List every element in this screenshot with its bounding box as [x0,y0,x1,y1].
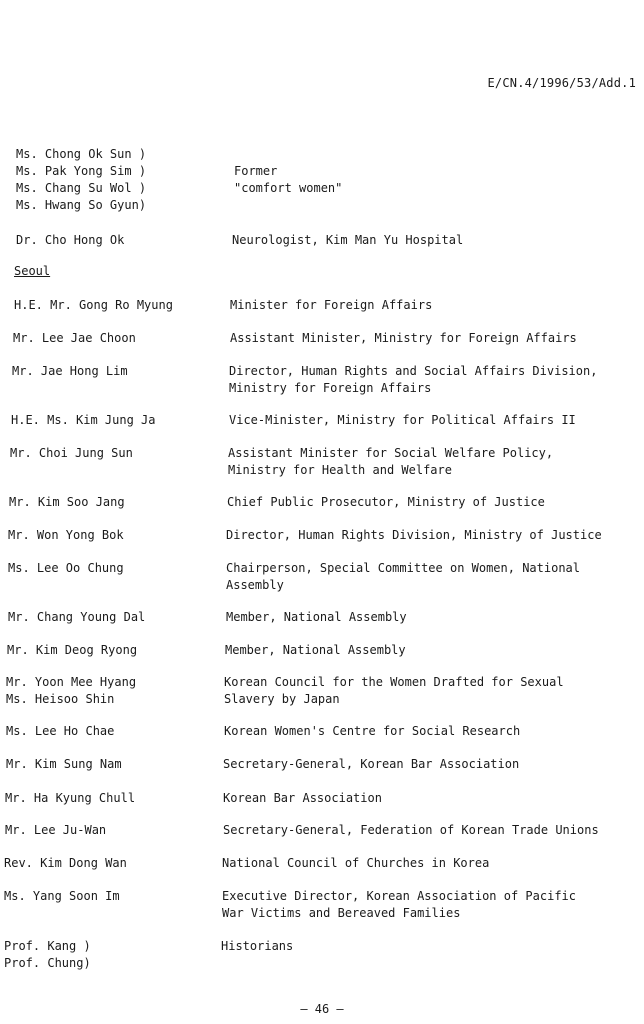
participant-names [6,674,136,708]
participant-description [226,560,580,594]
description-line [234,146,342,163]
description-line: Vice-Minister, Ministry for Political Affairs II [229,413,576,427]
description-line: Member, National Assembly [226,610,407,624]
document-symbol: E/CN.4/1996/53/Add.1 [487,76,636,90]
participant-name: Mr. Won Yong Bok [8,528,124,542]
participant-description [224,723,520,740]
participant-names [4,855,127,872]
participant-name: Ms. Chang Su Wol ) [16,181,147,195]
participant-description [229,412,576,429]
description-line: Minister for Foreign Affairs [230,298,433,312]
participant-description [223,790,382,807]
participant-description [223,756,519,773]
participant-description [223,822,599,839]
participant-name: Mr. Jae Hong Lim [12,364,128,378]
description-line: War Victims and Bereaved Families [222,906,461,920]
participant-names [5,822,106,839]
participant-names [12,363,128,380]
description-line: Director, Human Rights Division, Ministry of Justice [226,528,602,542]
participant-description [230,297,432,314]
participant-name: H.E. Ms. Kim Jung Ja [11,413,156,427]
description-line: Korean Women's Centre for Social Research [224,724,521,738]
description-line: Chief Public Prosecutor, Ministry of Justice [227,495,545,509]
participant-names [6,723,114,740]
description-line: Slavery by Japan [224,692,340,706]
description-line: Director, Human Rights and Social Affairs Division, [229,364,598,378]
description-line: Chairperson, Special Committee on Women, National [226,561,581,575]
participant-names [7,642,137,659]
participant-name: Dr. Cho Hong Ok [16,233,125,247]
participant-description [228,445,553,479]
participant-name: Mr. Choi Jung Sun [10,446,133,460]
participant-name: H.E. Mr. Gong Ro Myung [14,298,173,312]
description-line: Assembly [226,578,284,592]
participant-description [227,494,545,511]
description-line: National Council of Churches in Korea [222,856,490,870]
participant-description [226,609,407,626]
participant-name: Ms. Pak Yong Sim ) [16,164,147,178]
participant-name: Mr. Kim Deog Ryong [7,643,138,657]
participant-name: Prof. Chung) [4,956,91,970]
participant-name: Ms. Lee Ho Chae [6,724,115,738]
description-line: Neurologist, Kim Man Yu Hospital [232,233,464,247]
participant-description [224,674,564,708]
participant-description [222,888,576,922]
participant-names [11,412,156,429]
participant-names [5,790,135,807]
participant-name: Mr. Yoon Mee Hyang [6,675,137,689]
participant-names [6,756,122,773]
participant-names [9,494,125,511]
participant-description [230,330,577,347]
participant-names [8,527,124,544]
participant-description [221,938,293,955]
participant-description [226,527,602,544]
participant-description [232,232,463,249]
participant-description [225,642,406,659]
participant-name: Mr. Lee Ju-Wan [5,823,107,837]
participant-names [10,445,133,462]
description-line: Historians [221,939,294,953]
description-line: Former [234,164,278,178]
participant-names [8,560,124,577]
description-line: Korean Council for the Women Drafted for Sexual [224,675,564,689]
participant-name: Ms. Hwang So Gyun) [16,198,147,212]
participant-name: Mr. Chang Young Dal [8,610,146,624]
description-line: Assistant Minister for Social Welfare Policy, [228,446,554,460]
participant-name: Ms. Yang Soon Im [4,889,120,903]
participant-names [14,297,173,314]
section-heading-seoul: Seoul [14,264,51,278]
participant-name: Mr. Ha Kyung Chull [5,791,136,805]
description-line: Ministry for Health and Welfare [228,463,452,477]
participant-name: Mr. Kim Soo Jang [9,495,125,509]
participant-description [234,146,342,197]
participant-names [8,609,145,626]
participant-name: Rev. Kim Dong Wan [4,856,127,870]
participant-name: Mr. Kim Sung Nam [6,757,122,771]
participant-names [13,330,136,347]
description-line: Ministry for Foreign Affairs [229,381,432,395]
participant-names [4,938,91,972]
description-line: Secretary-General, Federation of Korean Trade Unions [223,823,599,837]
participant-names [16,232,124,249]
participant-name: Ms. Heisoo Shin [6,692,115,706]
participant-description [229,363,597,397]
participant-names [16,146,146,214]
participant-names [4,888,120,905]
description-line: Secretary-General, Korean Bar Association [223,757,520,771]
participant-name: Prof. Kang ) [4,939,91,953]
description-line: "comfort women" [234,181,343,195]
participant-name: Mr. Lee Jae Choon [13,331,136,345]
participant-description [222,855,489,872]
description-line: Executive Director, Korean Association of Pacific [222,889,577,903]
page-number: — 46 — [300,1002,344,1016]
description-line: Korean Bar Association [223,791,382,805]
participant-name: Ms. Chong Ok Sun ) [16,147,147,161]
description-line: Member, National Assembly [225,643,406,657]
participant-name: Ms. Lee Oo Chung [8,561,124,575]
description-line: Assistant Minister, Ministry for Foreign Affairs [230,331,577,345]
